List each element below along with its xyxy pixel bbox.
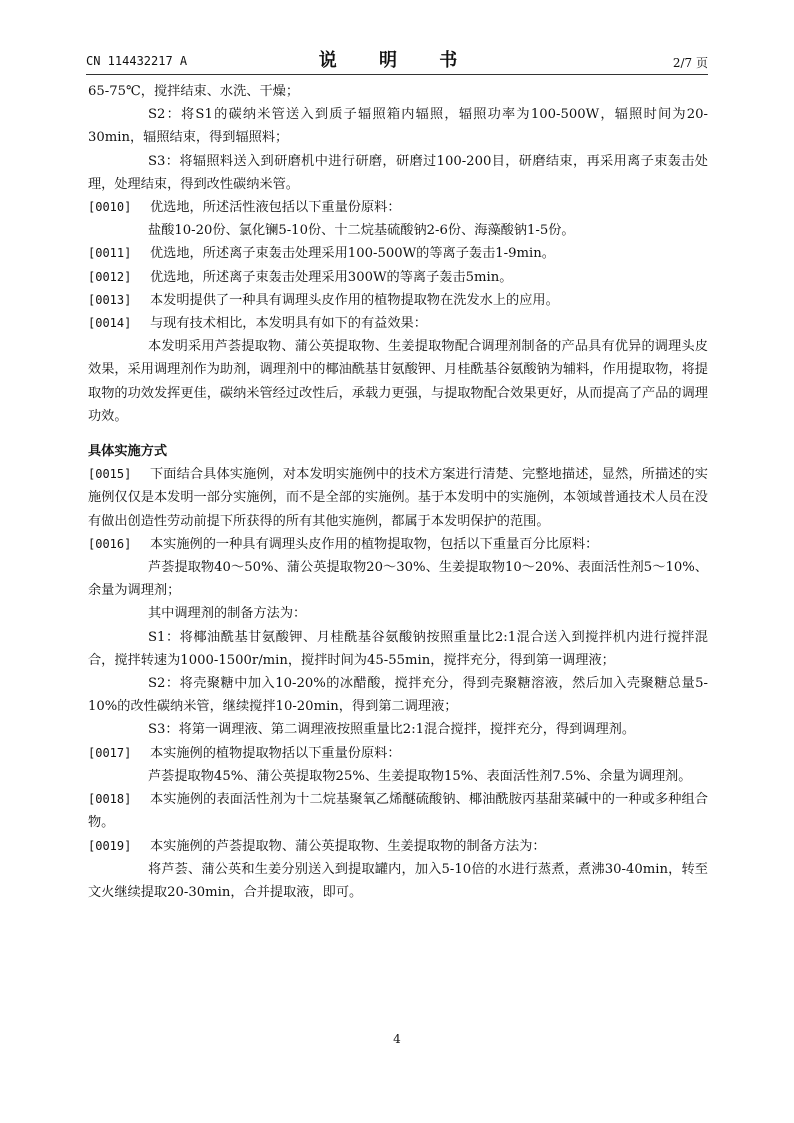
paragraph-text: 下面结合具体实施例，对本发明实施例中的技术方案进行清楚、完整地描述，显然，所描述的实施例仅仅是本发明一部分实施例，而不是全部的实施例。基于本发明中的实施例，本领域普通技术人员在没有做出创造性劳动前提下所获得的所有其他实施例，都属于本发明保护的范围。	[88, 467, 708, 529]
section-heading: 具体实施方式	[88, 444, 168, 460]
numbered-paragraph	[88, 266, 708, 289]
numbered-paragraph	[88, 742, 708, 765]
paragraph-continuation: 65-75℃，搅拌结束、水洗、干燥；	[88, 84, 300, 99]
numbered-paragraph	[88, 835, 708, 858]
numbered-paragraph	[88, 312, 708, 335]
paragraph-text: 芦荟提取物45%、蒲公英提取物25%、生姜提取物15%、表面活性剂7.5%、余量为调理剂。	[148, 768, 692, 784]
document-title: 说 明 书	[318, 50, 476, 71]
document-body	[88, 80, 708, 904]
paragraph-text: 本发明提供了一种具有调理头皮作用的植物提取物在洗发水上的应用。	[150, 292, 559, 308]
paragraph-text: 其中调理剂的制备方法为：	[148, 606, 307, 622]
paragraph-number: [0017]	[88, 745, 132, 760]
numbered-paragraph	[88, 533, 708, 556]
paragraph-text: 与现有技术相比，本发明具有如下的有益效果：	[150, 316, 427, 332]
paragraph-text: 本实施例的芦荟提取物、蒲公英提取物、生姜提取物的制备方法为：	[150, 838, 546, 854]
paragraph-number: [0012]	[88, 269, 132, 284]
paragraph-number: [0010]	[88, 200, 132, 215]
publication-number: CN 114432217 A	[86, 54, 188, 68]
paragraph-text: 优选地，所述活性液包括以下重量份原料：	[150, 200, 401, 216]
paragraph-text: 盐酸10-20份、氯化镧5-10份、十二烷基硫酸钠2-6份、海藻酸钠1-5份。	[148, 223, 575, 239]
paragraph-text: 本实施例的一种具有调理头皮作用的植物提取物，包括以下重量百分比原料：	[150, 536, 599, 552]
page-indicator: 2/7 页	[672, 56, 708, 70]
paragraph-text: 本实施例的表面活性剂为十二烷基聚氧乙烯醚硫酸钠、椰油酰胺丙基甜菜碱中的一种或多种组合物。	[88, 792, 708, 831]
paragraph-text: 芦荟提取物40～50%、蒲公英提取物20～30%、生姜提取物10～20%、表面活性剂5～10%、余量为调理剂；	[88, 560, 708, 599]
paragraph-text: S1：将椰油酰基甘氨酸钾、月桂酰基谷氨酸钠按照重量比2:1混合送入到搅拌机内进行搅拌混合，搅拌转速为1000-1500r/min，搅拌时间为45-55min，搅拌充分，得到第一调理液；	[88, 629, 708, 668]
page-header	[86, 44, 708, 74]
paragraph-text: S2：将壳聚糖中加入10-20%的冰醋酸，搅拌充分，得到壳聚糖溶液，然后加入壳聚糖总量5-10%的改性碳纳米管，继续搅拌10-20min，得到第二调理液；	[88, 676, 708, 715]
paragraph-number: [0011]	[88, 246, 132, 261]
paragraph-text: S2：将S1的碳纳米管送入到质子辐照箱内辐照，辐照功率为100-500W，辐照时间为20-30min，辐照结束，得到辐照料；	[88, 107, 708, 146]
page-number: 4	[393, 1032, 401, 1046]
paragraph-number: [0018]	[88, 792, 132, 807]
numbered-paragraph	[88, 788, 708, 834]
paragraph-text: 优选地，所述离子束轰击处理采用100-500W的等离子轰击1-9min。	[150, 246, 555, 262]
paragraph-text: 将芦荟、蒲公英和生姜分别送入到提取罐内，加入5-10倍的水进行蒸煮，煮沸30-40min，转至文火继续提取20-30min，合并提取液，即可。	[88, 861, 708, 900]
paragraph-text: 优选地，所述离子束轰击处理采用300W的等离子轰击5min。	[150, 269, 513, 285]
numbered-paragraph	[88, 196, 708, 219]
paragraph-text: S3：将第一调理液、第二调理液按照重量比2:1混合搅拌，搅拌充分，得到调理剂。	[148, 722, 636, 738]
paragraph-text: 本实施例的植物提取物括以下重量份原料：	[150, 745, 401, 761]
paragraph-number: [0015]	[88, 467, 132, 482]
paragraph-text: 本发明采用芦荟提取物、蒲公英提取物、生姜提取物配合调理剂制备的产品具有优异的调理头皮效果，采用调理剂作为助剂，调理剂中的椰油酰基甘氨酸钾、月桂酰基谷氨酸钠为辅料，作用提取物，将提取物的功效发挥更佳，碳纳米管经过改性后，承载力更强，与提取物配合效果更好，从而提高了产品的调理功效。	[88, 339, 708, 424]
paragraph-number: [0014]	[88, 316, 132, 331]
numbered-paragraph	[88, 289, 708, 312]
header-divider	[86, 74, 708, 75]
paragraph-number: [0016]	[88, 536, 132, 551]
paragraph-text: S3：将辐照料送入到研磨机中进行研磨，研磨过100-200目，研磨结束，再采用离子束轰击处理，处理结束，得到改性碳纳米管。	[88, 153, 708, 192]
numbered-paragraph	[88, 463, 708, 533]
paragraph-number: [0019]	[88, 838, 132, 853]
numbered-paragraph	[88, 242, 708, 265]
paragraph-number: [0013]	[88, 292, 132, 307]
